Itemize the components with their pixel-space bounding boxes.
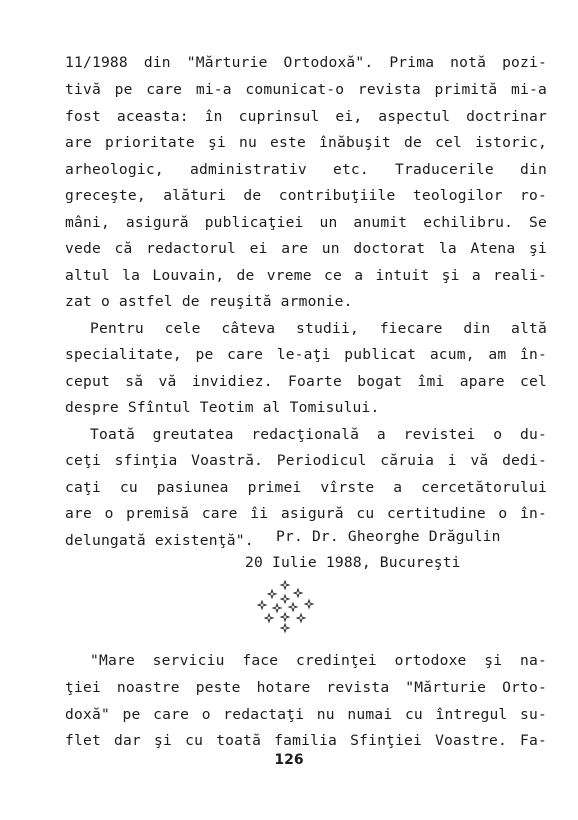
text-line: ţiei noastre peste hotare revista "Mărturie Orto- (65, 679, 547, 696)
text-line: despre Sfîntul Teotim al Tomisului. (65, 399, 380, 416)
text-line: "Mare serviciu face credinţei ortodoxe şi na- (90, 652, 547, 669)
text-line: are o premisă care îi asigură cu certitudine o în- (65, 505, 547, 522)
text-line: doxă" pe care o redactaţi nu numai cu întregul su- (65, 706, 547, 723)
signature-date-place: 20 Iulie 1988, Bucureşti (245, 554, 461, 571)
signature-author: Pr. Dr. Gheorghe Drăgulin (276, 528, 501, 545)
text-line: altul la Louvain, de vreme ce a intuit şi a reali- (65, 267, 547, 284)
page-number: 126 (274, 752, 304, 768)
text-line: caţi cu pasiunea primei vîrste a cercetătorului (65, 479, 547, 496)
text-line: ceţi sfinţia Voastră. Periodicul căruia i vă dedi- (65, 452, 547, 469)
text-line: greceşte, alături de contribuţiile teologilor ro- (65, 187, 547, 204)
text-line: Toată greutatea redacţională a revistei o du- (90, 426, 547, 443)
text-line: are prioritate şi nu este înăbuşit de cel istoric, (65, 134, 547, 151)
text-line: fost aceasta: în cuprinsul ei, aspectul doctrinar (65, 108, 547, 125)
text-line: zat o astfel de reuşită armonie. (65, 293, 353, 310)
text-line: specialitate, pe care le-aţi publicat acum, am în- (65, 346, 547, 363)
text-line: arheologic, administrativ etc. Traducerile din (65, 161, 547, 178)
text-line: delungată existenţă". (65, 532, 254, 549)
text-line: vede că redactorul ei are un doctorat la Atena şi (65, 240, 547, 257)
text-line: 11/1988 din "Mărturie Ortodoxă". Prima notă pozi- (65, 54, 547, 71)
text-line: ceput să vă invidiez. Foarte bogat îmi apare cel (65, 373, 547, 390)
text-line: flet dar şi cu toată familia Sfinţiei Voastre. Fa- (65, 732, 547, 749)
text-line: Pentru cele câteva studii, fiecare din altă (90, 320, 547, 337)
text-line: mâni, asigură publicaţiei un anumit echilibru. Se (65, 214, 547, 231)
text-line: tivă pe care mi-a comunicat-o revista primită mi-a (65, 81, 547, 98)
flower-star-cluster-icon (252, 580, 322, 634)
